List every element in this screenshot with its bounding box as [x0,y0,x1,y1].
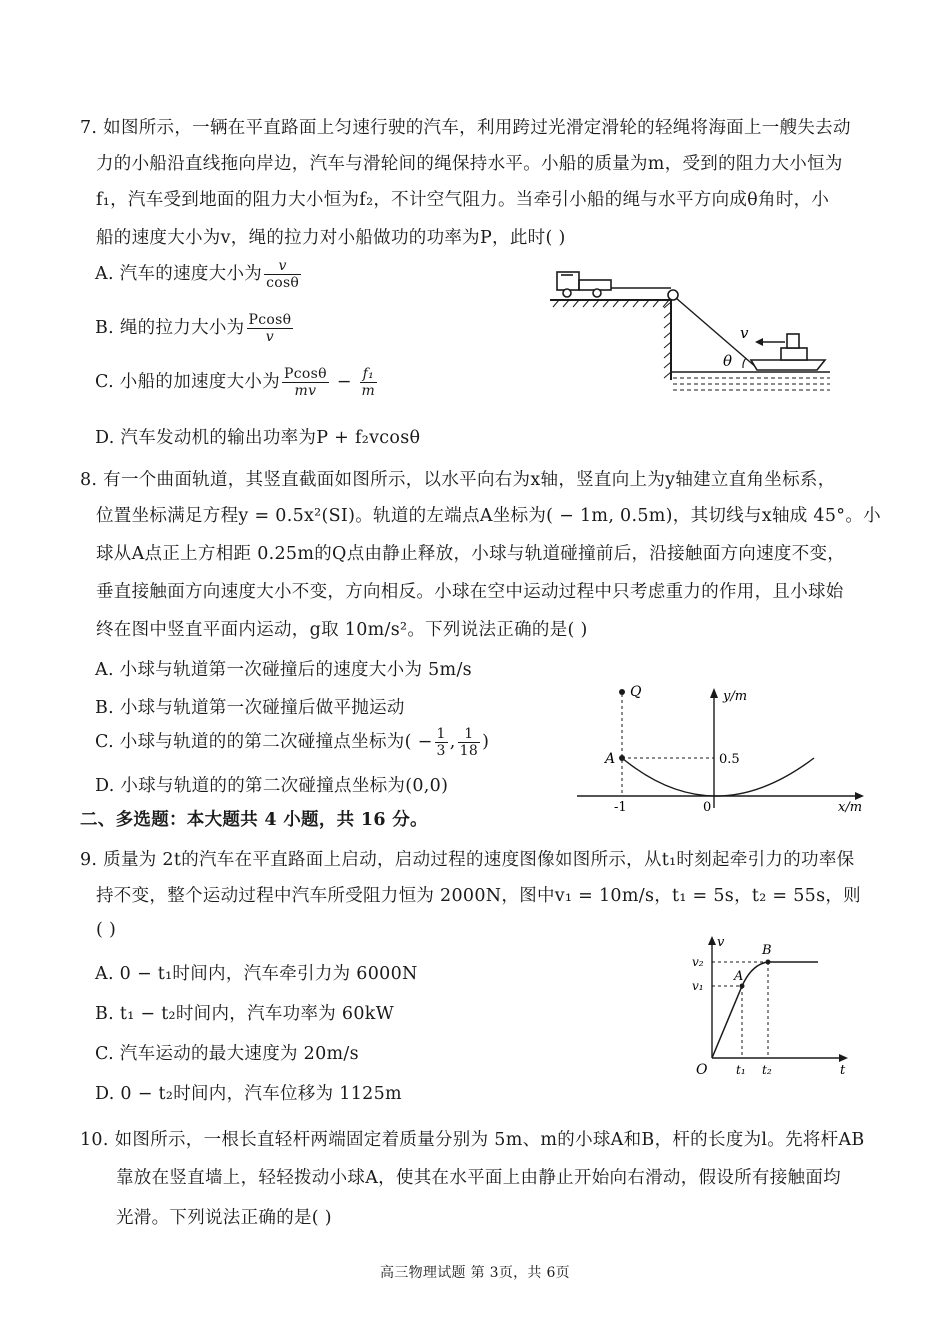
cliff-hatching [664,302,671,378]
q9-v-axis-arrow [708,936,716,945]
q10-line-3: 光滑。下列说法正确的是( ) [116,1208,332,1228]
q7-option-c-minus: − [336,372,352,393]
page-footer: 高三物理试题 第 3页，共 6页 [380,1265,570,1281]
q9-line-1: 9. 质量为 2t的汽车在平直路面上启动，启动过程的速度图像如图所示，从t₁时刻起牵引力的功率保 [80,850,855,870]
q7-option-c [95,366,379,399]
angle-arc [743,358,746,368]
q8-line-4: 垂直接触面方向速度大小不变，方向相反。小球在空中运动过程中只考虑重力的作用，且小球始 [96,582,844,602]
q8-point-a [619,755,625,761]
q7-option-b-den: v [265,329,275,346]
q9-line-2: 持不变，整个运动过程中汽车所受阻力恒为 2000N，图中v₁ = 10m/s，t₁ = 5s，t₂ = 55s，则 [96,886,861,906]
q7-option-d: D. 汽车发动机的输出功率为P + f₂vcosθ [95,428,421,448]
q9-t-axis-arrow [839,1054,848,1062]
q8-figure [572,680,872,815]
q8-option-c-close: ) [482,732,490,753]
q7-option-a-num: v [264,258,301,275]
sea-hatching [673,378,830,390]
q9-origin-label: O [696,1062,708,1078]
q9-line-3: ( ) [96,920,117,940]
q8-tick-0: 0 [703,800,712,815]
q7-option-c-fraction-2 [360,366,378,399]
q7-option-c-num-1: Pcosθ [284,366,327,382]
q8-a-label: A [605,751,616,767]
q9-v1-label: v₁ [692,979,704,993]
q9-t2-label: t₂ [762,1063,772,1077]
velocity-arrowhead [755,338,763,346]
q8-option-c-num-1: 1 [436,726,446,742]
q8-line-3: 球从A点正上方相距 0.25m的Q点由静止释放，小球与轨道碰撞前后，沿接触面方向速度不变， [96,544,846,564]
q8-option-c-num-2: 1 [458,726,480,743]
q9-figure [690,930,855,1080]
q7-option-b [95,312,295,345]
q8-point-q [619,689,625,695]
q8-parabola-track [622,758,814,796]
q10-line-2: 靠放在竖直墙上，轻轻拨动小球A，使其在水平面上由静止开始向右滑动，假设所有接触面均 [116,1168,841,1188]
q9-option-d: D. 0 − t₂时间内，汽车位移为 1125m [95,1084,402,1104]
q8-option-c-fraction-1 [435,726,448,759]
q8-x-label: x/m [838,800,863,815]
q7-option-a-fraction [264,258,301,291]
q9-velocity-curve [712,962,818,1058]
q8-line-5: 终在图中竖直平面内运动，g取 10m/s²。下列说法正确的是( ) [96,620,588,640]
q9-option-b: B. t₁ − t₂时间内，汽车功率为 60kW [95,1004,394,1024]
q7-option-c-fraction-1 [282,366,329,399]
q9-v2-label: v₂ [692,955,704,969]
section-2-heading: 二、多选题：本大题共 4 小题，共 16 分。 [80,810,428,830]
q7-line-2: 力的小船沿直线拖向岸边，汽车与滑轮间的绳保持水平。小船的质量为m，受到的阻力大小恒为 [96,154,843,174]
q7-option-c-num-2: f₁ [360,366,378,383]
q7-option-c-text: C. 小船的加速度大小为 [95,372,280,393]
truck-icon [557,272,611,297]
q7-option-a-den: cosθ [266,275,300,292]
q9-b-label: B [762,943,772,958]
q7-line-4: 船的速度大小为v，绳的拉力对小船做功的功率为P，此时( ) [96,228,566,248]
q7-option-b-text: B. 绳的拉力大小为 [95,318,245,339]
road-hatching [553,300,669,307]
q8-y-axis-arrow [710,688,718,698]
q9-option-a: A. 0 − t₁时间内，汽车牵引力为 6000N [95,964,418,984]
q8-tick-neg1: -1 [614,800,627,815]
q8-option-d: D. 小球与轨道的的第二次碰撞点坐标为(0,0) [95,776,449,796]
velocity-label: v [740,324,749,342]
q8-line-1: 8. 有一个曲面轨道，其竖直截面如图所示，以水平向右为x轴，竖直向上为y轴建立直角坐标系， [80,470,836,490]
q7-line-3: f₁，汽车受到地面的阻力大小恒为f₂，不计空气阻力。当牵引小船的绳与水平方向成θ角时，小 [96,190,830,210]
q8-x-axis-arrow [855,792,864,800]
q7-option-b-fraction [247,312,294,345]
q8-line-2: 位置坐标满足方程y = 0.5x²(SI)。轨道的左端点A坐标为( − 1m, 0.5m)，其切线与x轴成 45°。小 [96,506,881,526]
q7-option-a-text: A. 汽车的速度大小为 [95,264,263,285]
q8-option-c-den-2: 18 [459,743,479,760]
theta-label: θ [723,352,733,370]
q8-option-c-den-1: 3 [436,743,446,760]
q8-q-label: Q [630,684,642,700]
q8-option-c-fraction-2 [458,726,480,759]
q9-t1-label: t₁ [736,1063,746,1077]
q8-y-label: y/m [723,689,748,704]
q7-figure [545,262,835,402]
q8-tick-05: 0.5 [719,752,740,767]
q8-option-a: A. 小球与轨道第一次碰撞后的速度大小为 5m/s [95,660,472,680]
q8-option-c-comma: , [449,732,456,753]
q9-point-a [740,984,745,989]
q8-option-b: B. 小球与轨道第一次碰撞后做平抛运动 [95,698,405,718]
q7-option-a [95,258,303,291]
q7-option-c-den-2: m [361,383,376,400]
q7-option-c-den-1: mv [294,383,317,400]
q7-option-b-num: Pcosθ [248,312,292,328]
q10-line-1: 10. 如图所示，一根长直轻杆两端固定着质量分别为 5m、m的小球A和B，杆的长度为l。先将杆AB [80,1130,865,1150]
q9-t-label: t [840,1063,846,1078]
q8-option-c [95,726,489,759]
q9-a-label: A [734,969,744,984]
q9-point-b [766,960,771,965]
q8-option-c-text: C. 小球与轨道的的第二次碰撞点坐标为( − [95,732,433,753]
q9-option-c: C. 汽车运动的最大速度为 20m/s [95,1044,359,1064]
q7-line-1: 7. 如图所示，一辆在平直路面上匀速行驶的汽车，利用跨过光滑定滑轮的轻绳将海面上一艘失去动 [80,118,851,138]
q9-v-label: v [717,935,725,950]
